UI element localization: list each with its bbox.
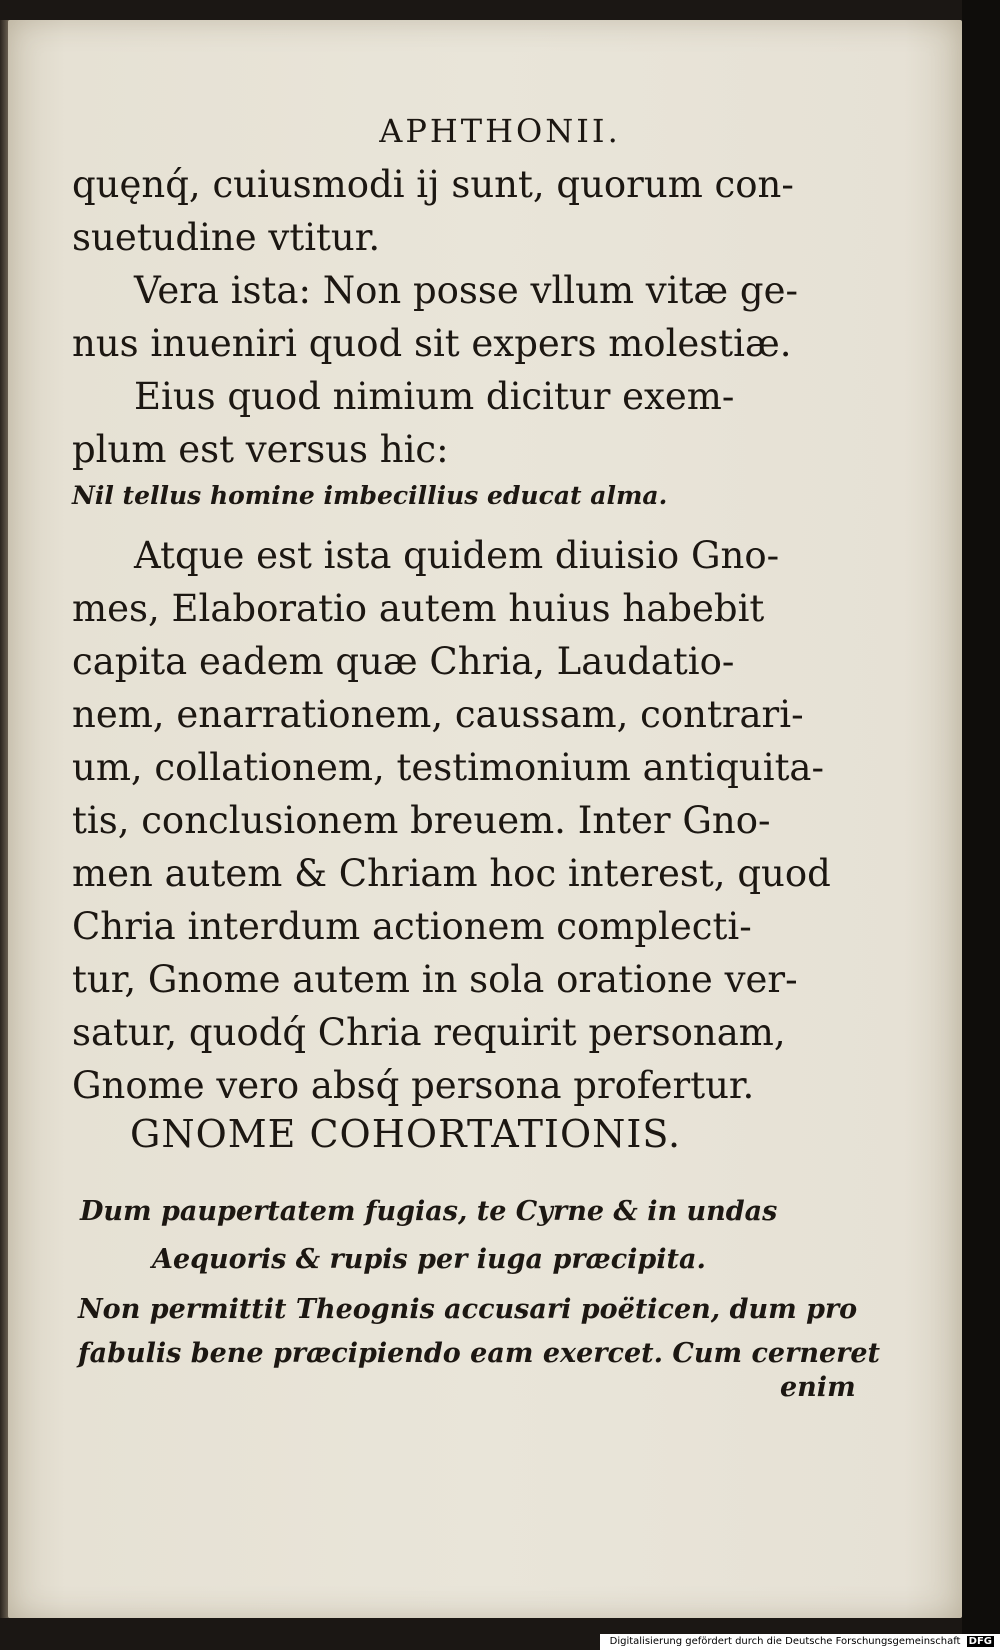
text-line: capita eadem quæ Chria, Laudatio- (72, 640, 735, 683)
text-line: Non permittit Theognis accusari poëticen, dum pro (78, 1294, 858, 1325)
text-line: nus inueniri quod sit expers molestiæ. (72, 322, 792, 365)
text-line: Atque est ista quidem diuisio Gno- (134, 534, 780, 577)
text-line: um, collationem, testimonium antiquita- (72, 746, 824, 789)
text-line: Eius quod nimium dicitur exem- (134, 375, 735, 418)
text-line: mes, Elaboratio autem huius habebit (72, 587, 765, 630)
text-line: tis, conclusionem breuem. Inter Gno- (72, 799, 771, 842)
closing-text (78, 1288, 881, 1376)
text-line: men autem & Chriam hoc interest, quod (72, 852, 831, 895)
catchword: enim (780, 1372, 856, 1403)
footer-text: Digitalisierung gefördert durch die Deutsche Forschungsgemeinschaft (609, 1636, 961, 1647)
quoted-verse: Nil tellus homine imbecillius educat alma. (72, 481, 668, 510)
text-line: Gnome vero absq́ persona profertur. (72, 1064, 755, 1107)
verse-line: Aequoris & rupis per iuga præcipita. (152, 1244, 706, 1275)
dfg-logo: DFG (968, 1636, 992, 1647)
body-text (72, 158, 862, 1112)
text-line: Chria interdum actionem complecti- (72, 905, 752, 948)
verse-line: Dum paupertatem fugias, te Cyrne & in undas (80, 1196, 778, 1227)
scan-border (962, 0, 1000, 1650)
text-line: Vera ista: Non posse vllum vitæ ge- (134, 269, 799, 312)
section-heading: GNOME COHORTATIONIS. (130, 1112, 682, 1156)
text-line: quęnq́, cuiusmodi ij sunt, quorum con- (72, 163, 794, 206)
text-line: tur, Gnome autem in sola oratione ver- (72, 958, 798, 1001)
text-line: fabulis bene præcipiendo eam exercet. Cum cerneret (78, 1338, 881, 1369)
running-head: APHTHONII. (379, 112, 621, 150)
text-line: plum est versus hic: (72, 428, 449, 471)
text-line: suetudine vtitur. (72, 216, 381, 259)
text-line: satur, quodq́ Chria requirit personam, (72, 1011, 786, 1054)
digitization-footer (600, 1634, 1000, 1650)
verse-block (80, 1188, 860, 1284)
text-line: nem, enarrationem, caussam, contrari- (72, 693, 804, 736)
